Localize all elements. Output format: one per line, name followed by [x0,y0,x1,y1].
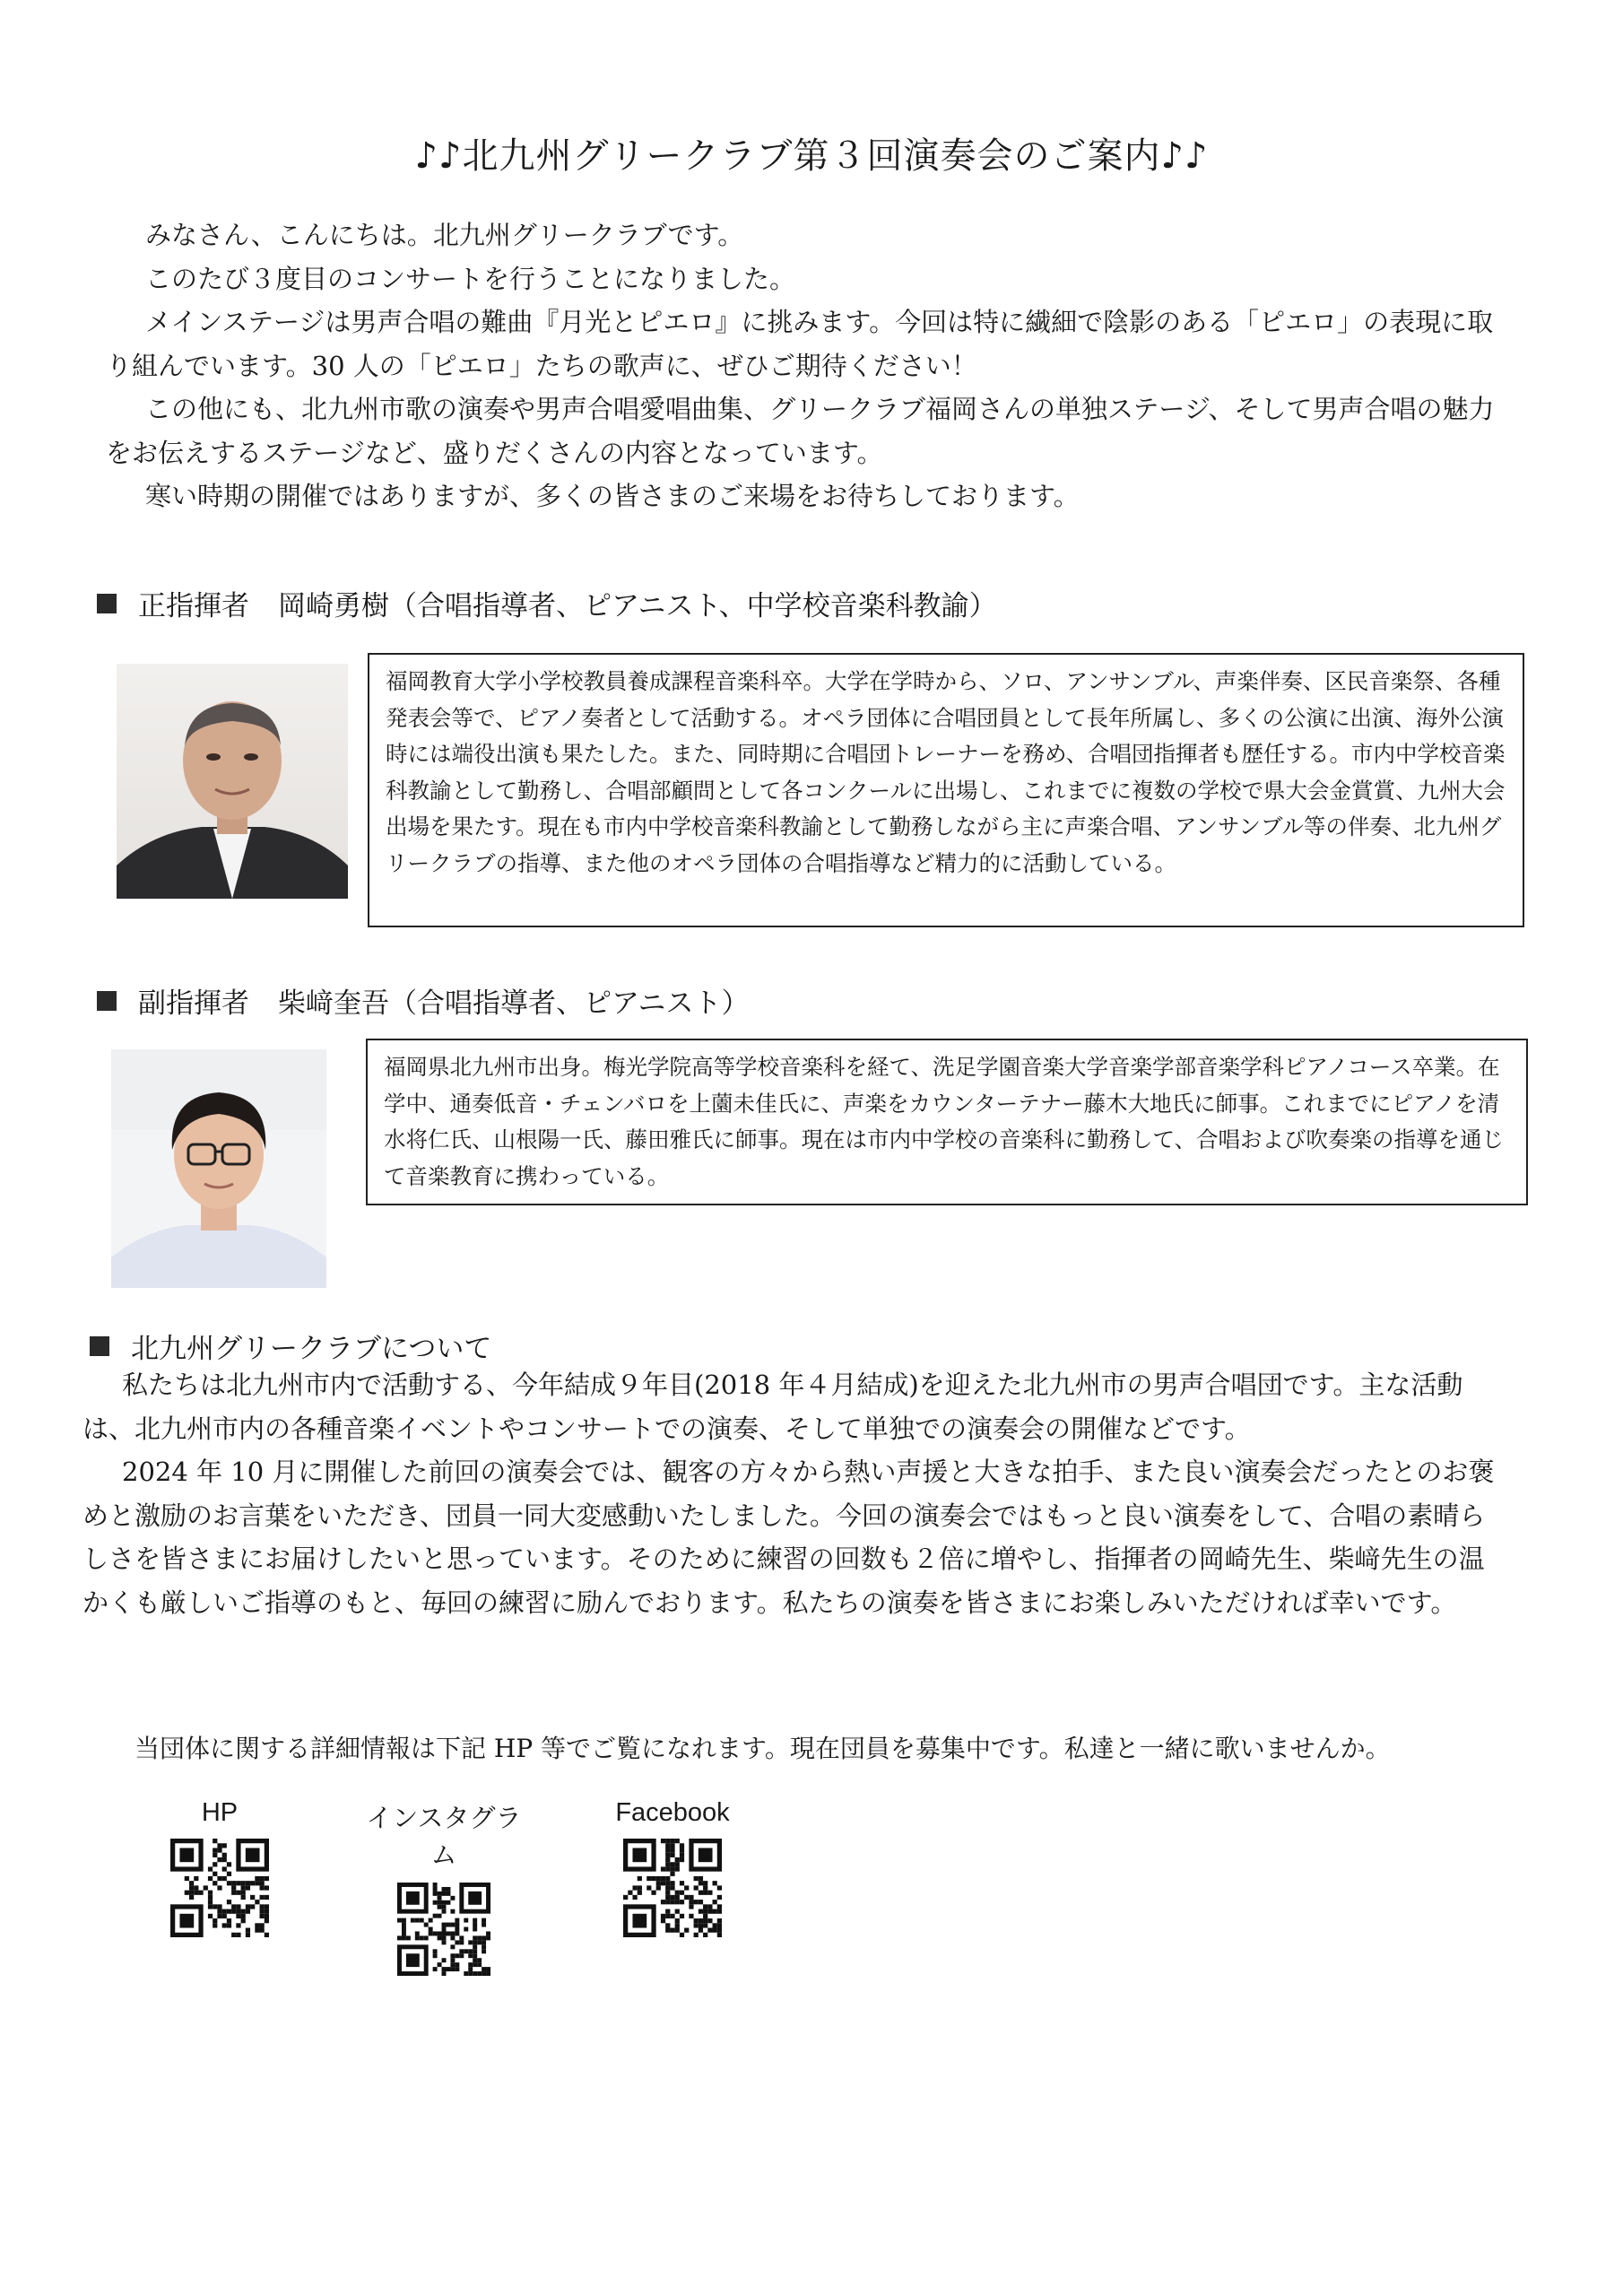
qr-facebook[interactable] [592,1798,753,1937]
bullet-square-icon [97,594,117,613]
intro-line: メインステージは男声合唱の難曲『月光とピエロ』に挑みます。今回は特に繊細で陰影のある「ピエロ」の表現に取り組んでいます。30 人の「ピエロ」たちの歌声に、ぜひご期待ください！ [106,307,1494,381]
vice-conductor-heading [97,980,749,1021]
qr-code-icon[interactable] [623,1839,722,1937]
qr-hp-label: HP [201,1798,239,1827]
qr-code-icon[interactable] [170,1839,269,1937]
conductor-photo [117,664,348,899]
vice-conductor-bio: 福岡県北九州市出身。梅光学院高等学校音楽科を経て、洗足学園音楽大学音楽学部音楽学科ピアノコース卒業。在学中、通奏低音・チェンバロを上薗未佳氏に、声楽をカウンターテナー藤木大地氏に師事。これまでにピアノを清水将仁氏、山根陽一氏、藤田雅氏に師事。現在は市内中学校の音楽科に勤務して、合唱および吹奏楽の指導を通じて音楽教育に携わっている。 [384,1054,1505,1189]
vice-conductor-name: 柴﨑奎吾（合唱指導者、ピアニスト） [278,987,750,1020]
bullet-square-icon [90,1336,109,1356]
intro-text [106,213,1505,518]
vice-conductor-photo [111,1049,326,1288]
intro-line: この他にも、北九州市歌の演奏や男声合唱愛唱曲集、グリークラブ福岡さんの単独ステージ、そして男声合唱の魅力をお伝えするステージなど、盛りだくさんの内容となっています。 [106,394,1495,468]
qr-instagram-label: インスタグラム [366,1805,522,1870]
conductor-bio: 福岡教育大学小学校教員養成課程音楽科卒。大学在学時から、ソロ、アンサンブル、声楽伴奏、区民音楽祭、各種発表会等で、ピアノ奏者として活動する。オペラ団体に合唱団員として長年所属し、多くの公演に出演、海外公演時には端役出演も果たした。また、同時期に合唱団トレーナーを務め、合唱団指揮者も歴任する。市内中学校音楽科教諭として勤務し、合唱部顧問として各コンクールに出場し、これまでに複数の学校で県大会金賞賞、九州大会出場を果たす。現在も市内中学校音楽科教諭として勤務しながら主に声楽合唱、アンサンブル等の伴奏、北九州グリークラブの指導、また他のオペラ団体の合唱指導など精力的に活動している。 [386,668,1506,876]
intro-line: 寒い時期の開催ではありますが、多くの皆さまのご来場をお待ちしております。 [145,481,1080,511]
about-text [82,1363,1499,1624]
vice-conductor-role: 副指揮者 [138,987,249,1020]
about-paragraph: 2024 年 10 月に開催した前回の演奏会では、観客の方々から熱い声援と大きな拍手、また良い演奏会だったとのお褒めと激励のお言葉をいただき、団員一同大変感動いたしました。今回の演奏会ではもっと良い演奏をして、合唱の素晴らしさを皆さまにお届けしたいと思っています。そのために練習の回数も２倍に増やし、指揮者の岡崎先生、柴﨑先生の温かくも厳しいご指導のもと、毎回の練習に励んでおります。私たちの演奏を皆さまにお楽しみいただければ幸いです。 [82,1457,1495,1618]
conductor-bio-box [368,653,1524,927]
qr-code-icon[interactable] [397,1883,490,1976]
bullet-square-icon [97,991,117,1011]
footer-note: 当団体に関する詳細情報は下記 HP 等でご覧になれます。現在団員を募集中です。私達と一緒に歌いませんか。 [135,1734,1391,1763]
vice-conductor-bio-box [366,1039,1528,1205]
intro-line: このたび３度目のコンサートを行うことになりました。 [145,263,796,294]
about-paragraph: 私たちは北九州市内で活動する、今年結成９年目(2018 年４月結成)を迎えた北九州市の男声合唱団です。主な活動は、北九州市内の各種音楽イベントやコンサートでの演奏、そして単独での演奏会の開催などです。 [82,1370,1463,1444]
conductor-name: 岡崎勇樹（合唱指導者、ピアニスト、中学校音楽科教諭） [278,590,997,622]
intro-line: みなさん、こんにちは。北九州グリークラブです。 [145,220,744,250]
qr-hp[interactable] [152,1798,287,1937]
about-heading-text: 北九州グリークラブについて [131,1333,492,1365]
about-heading [90,1326,491,1366]
conductor-heading [97,583,997,623]
qr-facebook-label: Facebook [615,1798,730,1827]
qr-instagram[interactable] [359,1798,529,1976]
page-title: ♪♪北九州グリークラブ第３回演奏会のご案内♪♪ [414,135,1209,177]
conductor-role: 正指揮者 [138,590,249,622]
